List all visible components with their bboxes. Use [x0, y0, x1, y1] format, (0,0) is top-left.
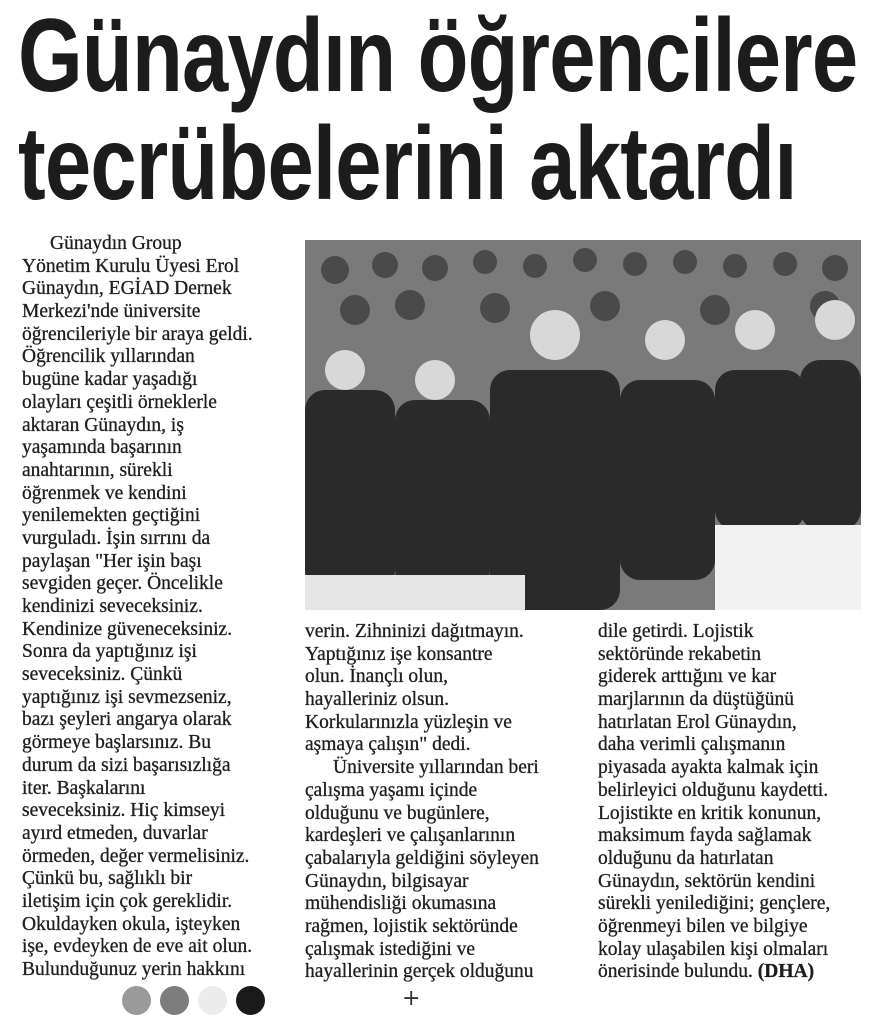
- text-line: örmeden, değer vermelisiniz.: [22, 845, 250, 867]
- text-line: olun. İnançlı olun,: [305, 666, 448, 688]
- article-column-1: [22, 233, 253, 982]
- text-line: Okuldayken okula, işteyken: [22, 913, 241, 935]
- source-tag: (DHA): [757, 961, 815, 983]
- text-line-with-source: [598, 961, 830, 984]
- text-line: Lojistikte en kritik konunun,: [598, 802, 822, 824]
- text-line: Günaydın, EGİAD Dernek: [22, 278, 232, 300]
- text-line: sevgiden geçer. Öncelikle: [22, 573, 223, 595]
- color-registration-dots: [122, 986, 265, 1015]
- text-line: Korkularınızla yüzleşin ve: [305, 711, 512, 733]
- text-line: paylaşan "Her işin başı: [22, 550, 202, 572]
- text-line: Günaydın, bilgisayar: [305, 870, 469, 892]
- text-line: öğrenmeyi bilen ve bilgiye: [598, 915, 808, 937]
- text-line: belirleyici olduğunu kaydetti.: [598, 779, 829, 801]
- text-line: seveceksiniz. Çünkü: [22, 664, 183, 686]
- text-line: sektöründe rekabetin: [598, 643, 761, 665]
- color-dot: [160, 986, 189, 1015]
- text-line: kendinizi seveceksiniz.: [22, 596, 203, 617]
- text-line: hayallerinin gerçek olduğunu: [305, 961, 534, 983]
- text-line: durum da sizi başarısızlığa: [22, 754, 231, 776]
- text-line: bazı şeyleri angarya olarak: [22, 709, 232, 731]
- color-dot: [198, 986, 227, 1015]
- text-line: Üniversite yıllarından beri: [333, 757, 539, 779]
- text-line: vurguladı. İşin sırrını da: [22, 527, 211, 549]
- text-line: yaşamında başarının: [22, 437, 182, 459]
- text-line: öğrencileriyle bir araya geldi.: [22, 323, 253, 345]
- color-dot: [122, 986, 151, 1015]
- text-line: Sonra da yaptığınız işi: [22, 641, 197, 663]
- text-line: çalışma yaşamı içinde: [305, 779, 478, 801]
- text-line: öğrenmek ve kendini: [22, 482, 187, 504]
- text-line: kolay ulaşabilen kişi olmaları: [598, 938, 829, 960]
- text-line: yaptığınız işi sevmezseniz,: [22, 686, 232, 708]
- text-line: önerisinde bulundu.: [598, 961, 753, 983]
- text-line: aktaran Günaydın, iş: [22, 414, 184, 436]
- text-line: ayırd etmeden, duvarlar: [22, 822, 208, 844]
- text-line: Yaptığınız işe konsantre: [305, 643, 493, 665]
- text-line: aşmaya çalışın" dedi.: [305, 734, 471, 756]
- color-dot: [236, 986, 265, 1015]
- text-line: anahtarının, sürekli: [22, 459, 173, 481]
- text-line: Günaydın Group: [50, 233, 182, 254]
- text-line: maksimum fayda sağlamak: [598, 825, 812, 847]
- text-line: dile getirdi. Lojistik: [598, 621, 754, 642]
- text-line: verin. Zihninizi dağıtmayın.: [305, 621, 524, 642]
- text-line: işe, evdeyken de eve ait olun.: [22, 936, 253, 958]
- text-line: mühendisliği okumasına: [305, 893, 497, 915]
- article-column-2: [305, 621, 539, 984]
- text-line: yenilemekten geçtiğini: [22, 505, 201, 527]
- registration-mark: +: [402, 986, 421, 1011]
- text-line: marjlarının da düştüğünü: [598, 689, 795, 711]
- text-line: giderek arttığını ve kar: [598, 666, 777, 688]
- text-line: hayalleriniz olsun.: [305, 689, 450, 711]
- text-line: seveceksiniz. Hiç kimseyi: [22, 800, 226, 822]
- text-line: Çünkü bu, sağlıklı bir: [22, 868, 193, 890]
- text-line: bugüne kadar yaşadığı: [22, 369, 198, 391]
- text-line: Günaydın, sektörün kendini: [598, 870, 816, 892]
- text-line: iter. Başkalarını: [22, 777, 146, 799]
- group-photo-illustration: [305, 240, 861, 610]
- text-line: çabalarıyla geldiğini söyleyen: [305, 847, 539, 869]
- group-photo: [305, 240, 861, 610]
- text-line: olduğunu ve bugünlere,: [305, 802, 490, 824]
- article-column-3: [598, 621, 830, 984]
- text-line: olduğunu da hatırlatan: [598, 847, 774, 869]
- text-line: Öğrencilik yıllarından: [22, 346, 195, 368]
- text-line: piyasada ayakta kalmak için: [598, 757, 819, 779]
- headline-line-2: tecrübelerini aktardı: [18, 106, 797, 222]
- text-line: sürekli yenilediğini; gençlere,: [598, 893, 831, 915]
- text-line: Merkezi'nde üniversite: [22, 301, 201, 323]
- text-line: Bulunduğunuz yerin hakkını: [22, 959, 246, 980]
- text-line: hatırlatan Erol Günaydın,: [598, 711, 797, 733]
- headline-line-1: Günaydın öğrencilere: [18, 0, 858, 114]
- text-line: görmeye başlarsınız. Bu: [22, 732, 211, 754]
- text-line: çalışmak istediğini ve: [305, 938, 476, 960]
- text-line: daha verimli çalışmanın: [598, 734, 786, 756]
- text-line: iletişim için çok gereklidir.: [22, 890, 233, 912]
- text-line: Yönetim Kurulu Üyesi Erol: [22, 255, 240, 277]
- text-line: Kendinize güveneceksiniz.: [22, 618, 233, 640]
- text-line: olayları çeşitli örneklerle: [22, 391, 217, 413]
- text-line: kardeşleri ve çalışanlarının: [305, 825, 516, 847]
- text-line: rağmen, lojistik sektöründe: [305, 915, 518, 937]
